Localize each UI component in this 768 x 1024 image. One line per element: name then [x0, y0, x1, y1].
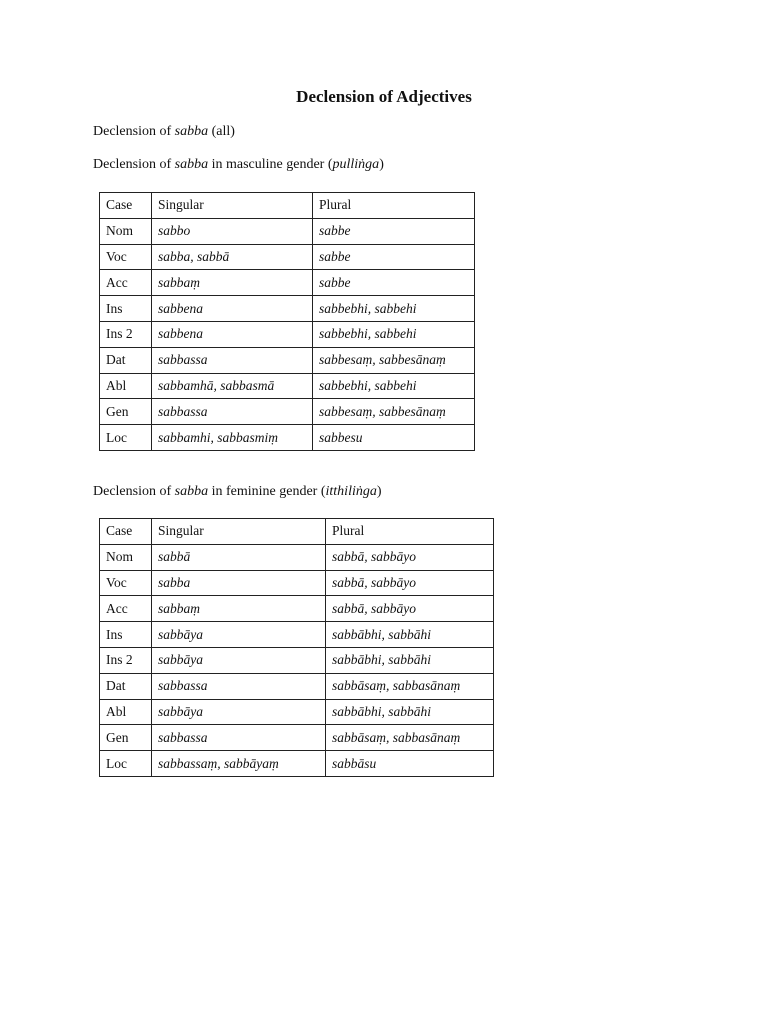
singular-cell: sabbamhi, sabbasmiṃ	[152, 425, 313, 451]
plural-cell: sabbā, sabbāyo	[326, 544, 494, 570]
singular-cell: sabbassaṃ, sabbāyaṃ	[152, 751, 326, 777]
table-row	[100, 399, 475, 425]
table-row	[100, 270, 475, 296]
singular-cell: sabbassa	[152, 725, 326, 751]
table-row	[100, 647, 494, 673]
plural-cell: sabbe	[313, 244, 475, 270]
header-plural: Plural	[313, 193, 475, 219]
table-row	[100, 673, 494, 699]
case-cell: Ins 2	[100, 321, 152, 347]
case-cell: Gen	[100, 725, 152, 751]
plural-cell: sabbesu	[313, 425, 475, 451]
plural-cell: sabbebhi, sabbehi	[313, 373, 475, 399]
case-cell: Dat	[100, 347, 152, 373]
case-cell: Acc	[100, 596, 152, 622]
plural-cell: sabbe	[313, 270, 475, 296]
case-cell: Dat	[100, 673, 152, 699]
case-cell: Ins	[100, 296, 152, 322]
table-row	[100, 699, 494, 725]
case-cell: Loc	[100, 425, 152, 451]
singular-cell: sabbāya	[152, 699, 326, 725]
table-row	[100, 425, 475, 451]
case-cell: Acc	[100, 270, 152, 296]
case-cell: Ins	[100, 622, 152, 648]
plural-cell: sabbābhi, sabbāhi	[326, 647, 494, 673]
table-row	[100, 622, 494, 648]
feminine-heading-middle: in feminine gender (	[208, 484, 326, 499]
header-plural: Plural	[326, 519, 494, 545]
singular-cell: sabbassa	[152, 347, 313, 373]
table-row	[100, 373, 475, 399]
case-cell: Nom	[100, 544, 152, 570]
singular-cell: sabbaṃ	[152, 596, 326, 622]
intro-suffix: (all)	[208, 124, 235, 139]
table-row	[100, 244, 475, 270]
plural-cell: sabbā, sabbāyo	[326, 570, 494, 596]
case-cell: Abl	[100, 373, 152, 399]
plural-cell: sabbesaṃ, sabbesānaṃ	[313, 399, 475, 425]
singular-cell: sabbā	[152, 544, 326, 570]
case-cell: Voc	[100, 570, 152, 596]
singular-cell: sabbena	[152, 321, 313, 347]
plural-cell: sabbāsaṃ, sabbasānaṃ	[326, 673, 494, 699]
singular-cell: sabbassa	[152, 399, 313, 425]
table-row	[100, 296, 475, 322]
page-title: Declension of Adjectives	[296, 87, 472, 106]
header-case: Case	[100, 193, 152, 219]
intro-word: sabba	[174, 124, 209, 139]
masculine-heading-word: sabba	[174, 157, 209, 172]
plural-cell: sabbā, sabbāyo	[326, 596, 494, 622]
masculine-declension-table	[99, 192, 475, 451]
case-cell: Voc	[100, 244, 152, 270]
table-header-row	[100, 519, 494, 545]
case-cell: Nom	[100, 218, 152, 244]
singular-cell: sabbāya	[152, 647, 326, 673]
singular-cell: sabba, sabbā	[152, 244, 313, 270]
masculine-heading-prefix: Declension of	[93, 157, 175, 172]
case-cell: Gen	[100, 399, 152, 425]
plural-cell: sabbāsu	[326, 751, 494, 777]
singular-cell: sabbassa	[152, 673, 326, 699]
plural-cell: sabbāsaṃ, sabbasānaṃ	[326, 725, 494, 751]
table-row	[100, 570, 494, 596]
table-row	[100, 544, 494, 570]
feminine-heading-suffix: )	[376, 484, 382, 499]
feminine-heading-gender: itthiliṅga	[325, 484, 377, 499]
case-cell: Ins 2	[100, 647, 152, 673]
feminine-heading-prefix: Declension of	[93, 484, 175, 499]
singular-cell: sabbamhā, sabbasmā	[152, 373, 313, 399]
masculine-heading-gender: pulliṅga	[332, 157, 380, 172]
table-row	[100, 725, 494, 751]
plural-cell: sabbebhi, sabbehi	[313, 321, 475, 347]
plural-cell: sabbābhi, sabbāhi	[326, 699, 494, 725]
masculine-heading-suffix: )	[379, 157, 384, 172]
table-header-row	[100, 193, 475, 219]
plural-cell: sabbebhi, sabbehi	[313, 296, 475, 322]
singular-cell: sabbo	[152, 218, 313, 244]
intro-prefix: Declension of	[93, 124, 175, 139]
singular-cell: sabbāya	[152, 622, 326, 648]
header-singular: Singular	[152, 193, 313, 219]
table-row	[100, 751, 494, 777]
table-row	[100, 321, 475, 347]
feminine-heading	[93, 484, 382, 500]
singular-cell: sabba	[152, 570, 326, 596]
masculine-heading	[93, 157, 384, 173]
singular-cell: sabbena	[152, 296, 313, 322]
masculine-heading-middle: in masculine gender (	[208, 157, 333, 172]
feminine-heading-word: sabba	[174, 484, 209, 499]
plural-cell: sabbesaṃ, sabbesānaṃ	[313, 347, 475, 373]
table-row	[100, 347, 475, 373]
header-case: Case	[100, 519, 152, 545]
table-row	[100, 218, 475, 244]
feminine-declension-table	[99, 518, 494, 777]
header-singular: Singular	[152, 519, 326, 545]
case-cell: Loc	[100, 751, 152, 777]
case-cell: Abl	[100, 699, 152, 725]
plural-cell: sabbe	[313, 218, 475, 244]
intro-line	[93, 124, 235, 140]
singular-cell: sabbaṃ	[152, 270, 313, 296]
plural-cell: sabbābhi, sabbāhi	[326, 622, 494, 648]
table-row	[100, 596, 494, 622]
